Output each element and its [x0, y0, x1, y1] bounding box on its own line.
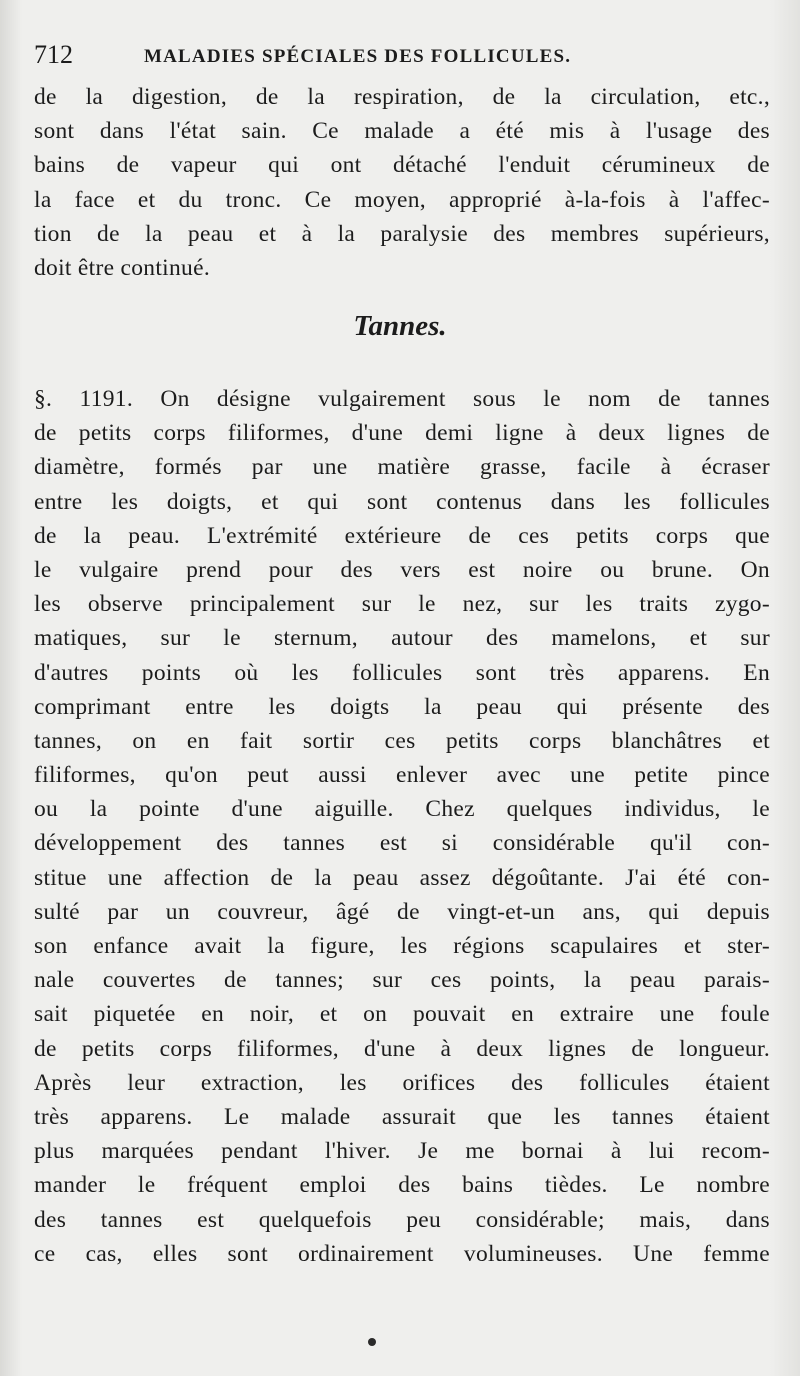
text-line: tannes, on en fait sortir ces petits corps blanchâtres et [34, 727, 770, 754]
text-line: développement des tannes est si considérable qu'il con- [34, 830, 770, 857]
paragraph-tannes [34, 382, 770, 1271]
text-line: ce cas, elles sont ordinairement volumineuses. Une femme [34, 1240, 770, 1267]
text-line: Après leur extraction, les orifices des follicules étaient [34, 1069, 770, 1096]
text-line: de la digestion, de la respiration, de la circulation, etc., [34, 84, 770, 110]
text-line: plus marquées pendant l'hiver. Je me bornai à lui recom- [34, 1138, 770, 1165]
text-line: stitue une affection de la peau assez dégoûtante. J'ai été con- [34, 864, 770, 891]
text-line: sulté par un couvreur, âgé de vingt-et-un ans, qui depuis [34, 898, 770, 925]
text-line: de la peau. L'extrémité extérieure de ces petits corps que [34, 522, 770, 549]
text-line: de petits corps filiformes, d'une à deux lignes de longueur. [34, 1035, 770, 1062]
text-line: d'autres points où les follicules sont très apparens. En [34, 659, 770, 686]
text-line: de petits corps filiformes, d'une demi ligne à deux lignes de [34, 420, 770, 447]
text-line: §. 1191. On désigne vulgairement sous le nom de tannes [34, 386, 770, 412]
text-line: entre les doigts, et qui sont contenus dans les follicules [34, 488, 770, 515]
running-title: MALADIES SPÉCIALES DES FOLLICULES. [144, 46, 572, 67]
text-line: sont dans l'état sain. Ce malade a été mis à l'usage des [34, 118, 770, 145]
text-line: des tannes est quelquefois peu considérable; mais, dans [34, 1206, 770, 1233]
text-line: comprimant entre les doigts la peau qui présente des [34, 693, 770, 720]
text-line: tion de la peau et à la paralysie des membres supérieurs, [34, 220, 770, 247]
section-heading [0, 310, 800, 343]
text-line: doit être continué. [34, 254, 211, 281]
text-line: nale couvertes de tannes; sur ces points, la peau parais- [34, 967, 770, 994]
text-line: diamètre, formés par une matière grasse, facile à écraser [34, 454, 770, 481]
text-line: matiques, sur le sternum, autour des mamelons, et sur [34, 625, 770, 652]
text-line: mander le fréquent emploi des bains tièdes. Le nombre [34, 1172, 770, 1199]
text-line: sait piquetée en noir, et on pouvait en extraire une foule [34, 1001, 770, 1028]
text-line: la face et du tronc. Ce moyen, approprié à-la-fois à l'affec- [34, 186, 770, 213]
text-line: son enfance avait la figure, les régions scapulaires et ster- [34, 933, 770, 959]
page-number: 712 [34, 40, 73, 69]
section-heading-text: Tannes. [353, 310, 447, 342]
text-line: ou la pointe d'une aiguille. Chez quelques individus, le [34, 796, 770, 823]
print-speck [368, 1338, 376, 1346]
text-line: filiformes, qu'on peut aussi enlever avec une petite pince [34, 762, 770, 789]
paragraph-continuation [34, 80, 770, 285]
text-line: le vulgaire prend pour des vers est noire ou brune. On [34, 556, 770, 583]
running-head [34, 40, 774, 74]
text-line: les observe principalement sur le nez, sur les traits zygo- [34, 591, 770, 618]
text-line: très apparens. Le malade assurait que les tannes étaient [34, 1103, 770, 1130]
text-line: bains de vapeur qui ont détaché l'enduit cérumineux de [34, 152, 770, 179]
